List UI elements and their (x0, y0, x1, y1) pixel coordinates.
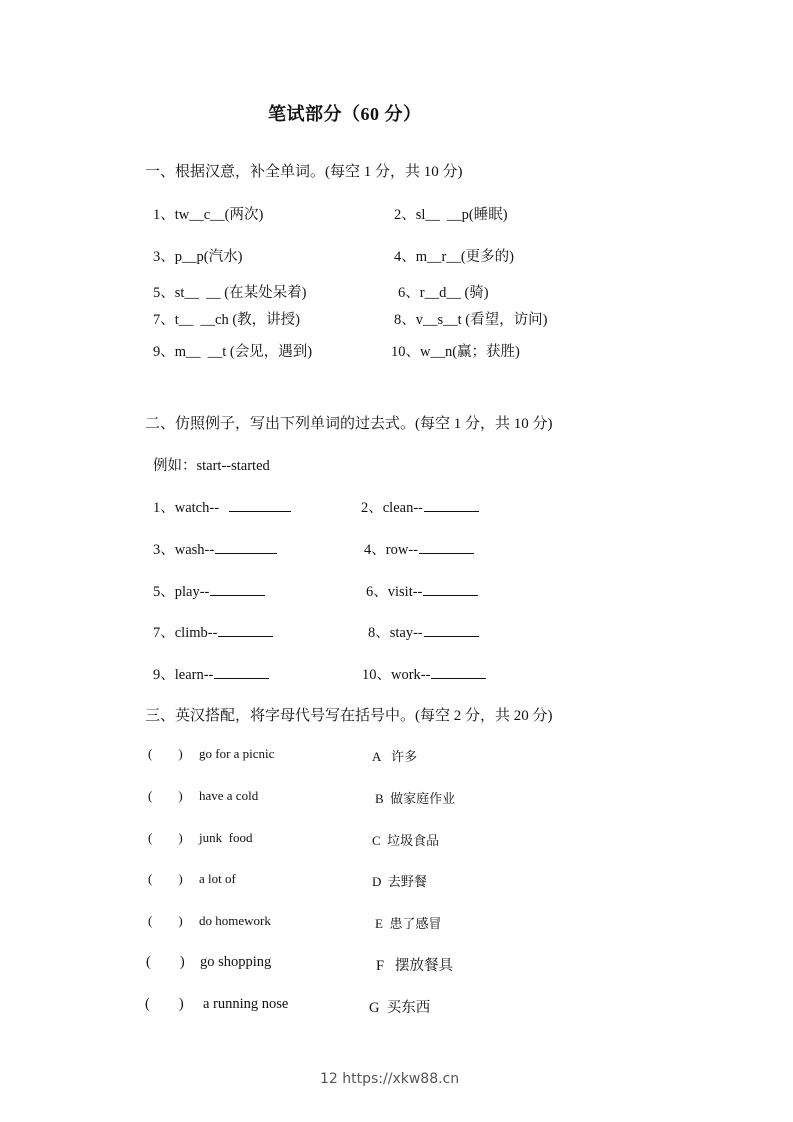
past-tense-item-10 (362, 663, 487, 684)
past-tense-item-6 (366, 580, 479, 601)
answer-blank[interactable] (215, 541, 277, 554)
section-2-heading: 二、仿照例子，写出下列单词的过去式。(每空 1 分，共 10 分) (145, 416, 553, 432)
answer-blank[interactable] (424, 624, 479, 637)
item-number: 5、 (153, 285, 175, 301)
item-number: 7、 (153, 312, 175, 328)
item-word: wash-- (174, 542, 215, 558)
option-chinese: 许多 (391, 749, 418, 764)
answer-blank[interactable] (419, 541, 474, 554)
item-text: p__p(汽水) (174, 249, 243, 265)
item-text: v__s__t (看望，访问) (415, 312, 548, 328)
match-english: do homework (199, 913, 271, 928)
match-option (372, 830, 439, 849)
answer-bracket[interactable]: ( ) (148, 913, 183, 928)
item-number: 10、 (391, 344, 420, 360)
match-option (375, 788, 455, 807)
item-number: 8、 (394, 312, 416, 328)
item-number: 6、 (398, 285, 420, 301)
option-chinese: 去野餐 (387, 874, 427, 889)
item-number: 3、 (153, 542, 175, 558)
item-text: w__n(赢；获胜) (420, 344, 520, 360)
item-number: 1、 (153, 207, 175, 223)
item-number: 4、 (364, 542, 386, 558)
option-letter: C (372, 833, 381, 848)
past-tense-item-9 (153, 663, 270, 684)
item-word: clean-- (382, 500, 423, 516)
match-option (372, 871, 427, 890)
page-footer: 12 https://xkw88.cn (320, 1071, 460, 1087)
item-text: tw__c__(两次) (174, 207, 264, 223)
answer-bracket[interactable]: ( ) (148, 788, 183, 803)
fill-item-3 (153, 245, 242, 266)
item-number: 5、 (153, 584, 175, 600)
answer-blank[interactable] (423, 583, 478, 596)
answer-blank[interactable] (218, 624, 273, 637)
option-chinese: 买东西 (386, 1000, 431, 1016)
option-chinese: 患了感冒 (389, 916, 442, 931)
fill-item-10 (391, 340, 520, 361)
item-number: 7、 (153, 625, 175, 641)
fill-item-6 (398, 281, 489, 302)
fill-item-5 (153, 281, 306, 302)
item-number: 2、 (394, 207, 416, 223)
past-tense-item-4 (364, 538, 475, 559)
item-number: 6、 (366, 584, 388, 600)
item-number: 2、 (361, 500, 383, 516)
item-word: climb-- (174, 625, 218, 641)
option-chinese: 做家庭作业 (390, 791, 456, 806)
match-option (372, 746, 417, 765)
option-letter: F (376, 958, 385, 974)
answer-bracket[interactable]: ( ) (148, 871, 183, 886)
item-number: 3、 (153, 249, 175, 265)
fill-item-1 (153, 203, 263, 224)
past-tense-item-3 (153, 538, 278, 559)
past-tense-item-1 (153, 496, 292, 517)
item-text: sl__ __p(睡眠) (415, 207, 508, 223)
match-english: a running nose (203, 996, 289, 1012)
item-number: 1、 (153, 500, 175, 516)
item-text: st__ __ (在某处呆着) (174, 285, 307, 301)
answer-blank[interactable] (431, 666, 486, 679)
section-2-example: 例如：start--started (153, 458, 270, 474)
option-letter: D (372, 874, 382, 889)
answer-bracket[interactable]: ( ) (148, 830, 183, 845)
section-1-heading: 一、根据汉意，补全单词。(每空 1 分，共 10 分) (145, 164, 463, 180)
match-english: go for a picnic (199, 746, 275, 761)
item-word: play-- (174, 584, 210, 600)
answer-blank[interactable] (424, 499, 479, 512)
item-number: 8、 (368, 625, 390, 641)
item-word: watch-- (174, 500, 223, 516)
past-tense-item-8 (368, 621, 480, 642)
item-text: m__r__(更多的) (415, 249, 515, 265)
item-number: 9、 (153, 667, 175, 683)
option-letter: G (369, 1000, 380, 1016)
answer-blank[interactable] (229, 499, 291, 512)
fill-item-8 (394, 308, 547, 329)
match-english: go shopping (200, 954, 272, 970)
item-text: m__ __t (会见，遇到) (174, 344, 313, 360)
past-tense-item-5 (153, 580, 266, 601)
item-word: learn-- (174, 667, 214, 683)
answer-bracket[interactable]: ( ) (145, 996, 184, 1012)
section-3-heading: 三、英汉搭配，将字母代号写在括号中。(每空 2 分，共 20 分) (145, 708, 553, 724)
match-english: have a cold (199, 788, 259, 803)
option-chinese: 摆放餐具 (394, 958, 453, 974)
past-tense-item-7 (153, 621, 274, 642)
option-chinese: 垃圾食品 (387, 833, 440, 848)
item-number: 10、 (362, 667, 391, 683)
answer-bracket[interactable]: ( ) (148, 746, 183, 761)
past-tense-item-2 (361, 496, 480, 517)
fill-item-2 (394, 203, 508, 224)
fill-item-9 (153, 340, 312, 361)
match-english: a lot of (199, 871, 236, 886)
item-number: 9、 (153, 344, 175, 360)
fill-item-4 (394, 245, 514, 266)
match-option (369, 996, 430, 1017)
item-word: work-- (391, 667, 431, 683)
item-word: row-- (385, 542, 418, 558)
item-word: visit-- (387, 584, 423, 600)
match-option (376, 954, 453, 975)
item-word: stay-- (389, 625, 423, 641)
answer-blank[interactable] (214, 666, 269, 679)
fill-item-7 (153, 308, 300, 329)
answer-bracket[interactable]: ( ) (146, 954, 185, 970)
item-number: 4、 (394, 249, 416, 265)
option-letter: A (372, 749, 382, 764)
match-english: junk food (199, 830, 253, 845)
option-letter: B (375, 791, 384, 806)
page-title: 笔试部分（60 分） (268, 104, 422, 124)
item-text: r__d__ (骑) (419, 285, 489, 301)
item-text: t__ __ch (教，讲授) (174, 312, 300, 328)
answer-blank[interactable] (210, 583, 265, 596)
match-option (375, 913, 441, 932)
option-letter: E (375, 916, 383, 931)
